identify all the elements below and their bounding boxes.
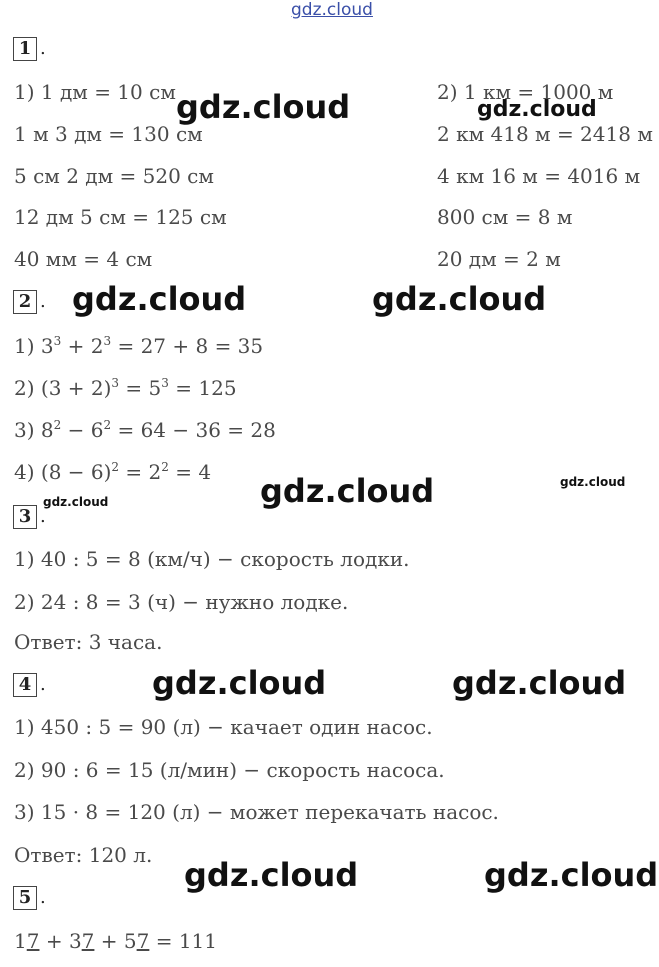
task1-right-line: 2 км 418 м = 2418 м <box>437 122 653 146</box>
task3-answer: Ответ: 3 часа. <box>14 630 163 654</box>
task1-left-line: 1 м 3 дм = 130 см <box>14 122 203 146</box>
watermark: gdz.cloud <box>43 495 109 509</box>
task3-line: 1) 40 : 5 = 8 (км/ч) − скорость лодки. <box>14 547 410 571</box>
task-number-dot: . <box>40 506 46 527</box>
task2-line: 3) $8^2 - 6^2 = 64 - 36 = 28$ <box>14 418 276 442</box>
task4-answer: Ответ: 120 л. <box>14 843 153 867</box>
task-number <box>13 886 46 910</box>
watermark: gdz.cloud <box>372 280 547 318</box>
task4-line: 3) 15 · 8 = 120 (л) − может перекачать насос. <box>14 800 499 824</box>
task-number <box>13 505 46 529</box>
task1-right-line: 2) 1 км = 1000 м <box>437 80 614 104</box>
task1-right-line: 800 см = 8 м <box>437 205 573 229</box>
watermark: gdz.cloud <box>560 475 626 489</box>
watermark: gdz.cloud <box>176 88 351 126</box>
watermark: gdz.cloud <box>452 664 627 702</box>
task1-left-line: 12 дм 5 см = 125 см <box>14 205 227 229</box>
task-number-label: 1 <box>18 38 32 59</box>
task-number-dot: . <box>40 674 46 695</box>
task-number <box>13 37 46 61</box>
watermark: gdz.cloud <box>72 280 247 318</box>
task2-line: 1) $3^3 + 2^3 = 27 + 8 = 35$ <box>14 334 264 358</box>
watermark: gdz.cloud <box>184 856 359 894</box>
task1-right-line: 20 дм = 2 м <box>437 247 561 271</box>
task-number-label: 2 <box>18 291 32 312</box>
watermark: gdz.cloud <box>484 856 659 894</box>
task1-left-line: 40 мм = 4 см <box>14 247 153 271</box>
task-number <box>13 290 46 314</box>
watermark: gdz.cloud <box>477 97 597 122</box>
task1-left-line: 1) 1 дм = 10 см <box>14 80 176 104</box>
task2-line: 2) $(3 + 2)^3 = 5^3 = 125$ <box>14 376 237 400</box>
watermark: gdz.cloud <box>152 664 327 702</box>
task-number-dot: . <box>40 38 46 59</box>
task1-left-line: 5 см 2 дм = 520 см <box>14 164 214 188</box>
watermark: gdz.cloud <box>260 472 435 510</box>
task-number-dot: . <box>40 887 46 908</box>
task4-line: 2) 90 : 6 = 15 (л/мин) − скорость насоса. <box>14 758 445 782</box>
task4-line: 1) 450 : 5 = 90 (л) − качает один насос. <box>14 715 433 739</box>
task-number-label: 5 <box>18 887 32 908</box>
watermark-top[interactable]: gdz.cloud <box>291 0 373 20</box>
task2-line: 4) $(8 - 6)^2 = 2^2 = 4$ <box>14 460 212 484</box>
task-number-dot: . <box>40 291 46 312</box>
task-number-label: 3 <box>18 506 32 527</box>
task5-line: 17 + 37 + 57 = 111 <box>14 929 217 953</box>
task-number <box>13 673 46 697</box>
task-number-label: 4 <box>18 674 32 695</box>
task3-line: 2) 24 : 8 = 3 (ч) − нужно лодке. <box>14 590 349 614</box>
task1-right-line: 4 км 16 м = 4016 м <box>437 164 641 188</box>
